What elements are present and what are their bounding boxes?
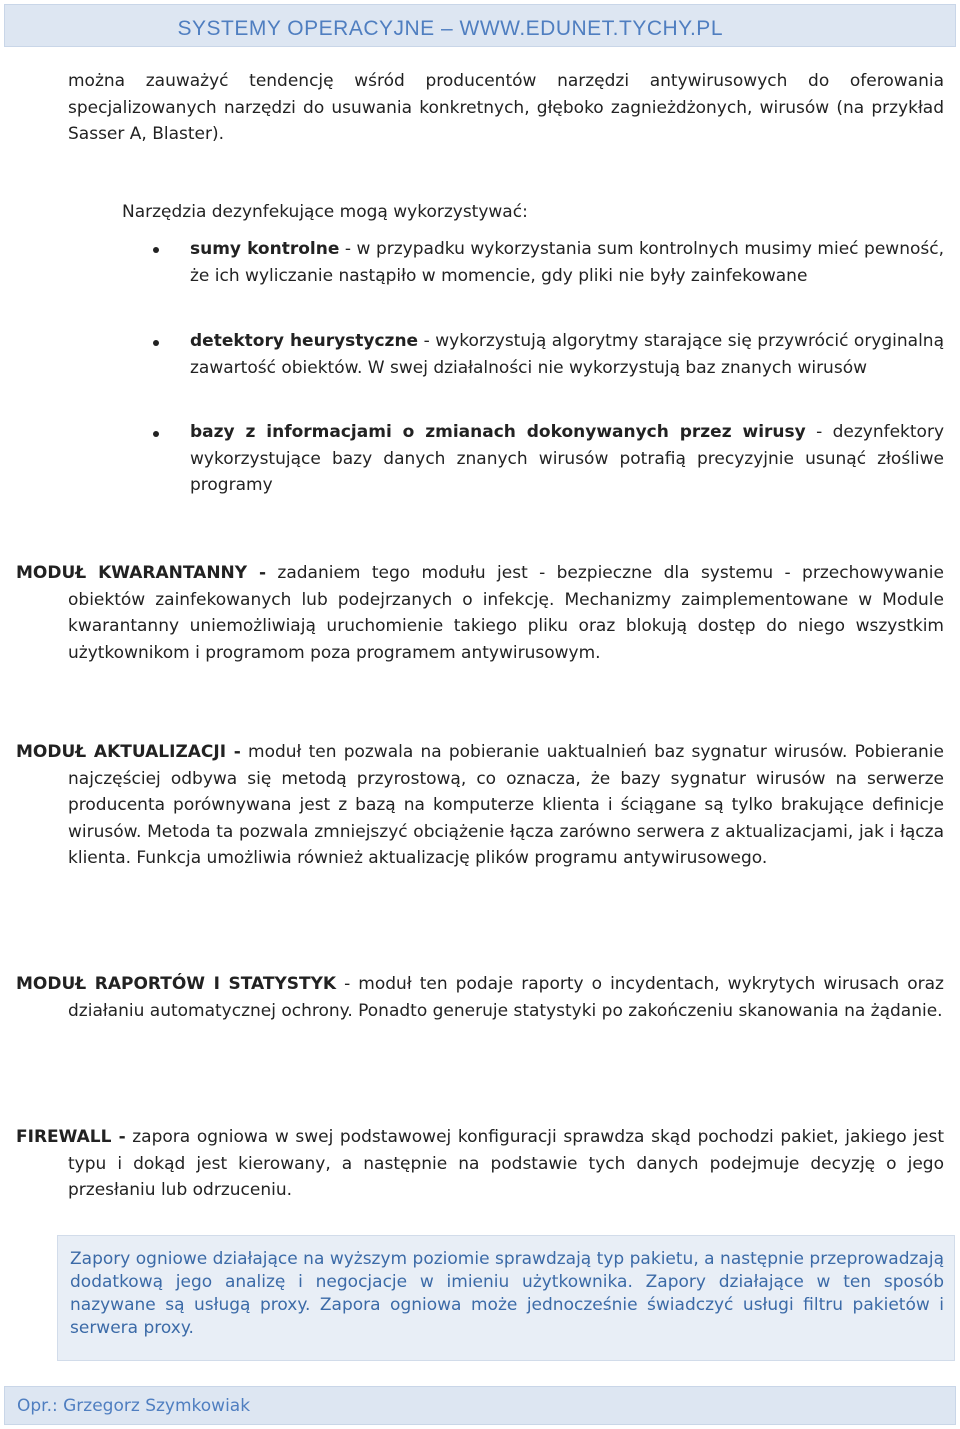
section-term: MODUŁ KWARANTANNY - (16, 563, 267, 583)
section-text: zadaniem tego modułu jest - bezpieczne dla systemu - przechowywanie obiektów zainfekowanych lub podejrzanych o infekcję. Mechanizmy zaimplementowane w Module kwarantanny uniemożliwiają uruchomienie takiego pliku oraz blokują dostęp do niego wszystkim użytkownikom i programom poza programem antywirusowym. (68, 563, 944, 663)
section-term: MODUŁ AKTUALIZACJI - (16, 742, 241, 762)
tools-lead: Narzędzia dezynfekujące mogą wykorzystywać: (122, 202, 528, 222)
header-title: SYSTEMY OPERACYJNE – WWW.EDUNET.TYCHY.PL (177, 17, 723, 40)
bullet-text: - wykorzystują algorytmy starające się przywrócić oryginalną zawartość obiektów. W swej działalności nie wykorzystują baz znanych wirusów (190, 331, 944, 378)
section-reports (16, 971, 944, 1024)
bullet-text: - dezynfektory wykorzystujące bazy danych znanych wirusów potrafią precyzyjnie usunąć złośliwe programy (190, 422, 945, 495)
bullet-change-databases (190, 419, 944, 499)
bullet-term: bazy z informacjami o zmianach dokonywanych przez wirusy (190, 422, 806, 442)
proxy-info-box (57, 1235, 955, 1361)
section-term: MODUŁ RAPORTÓW I STATYSTYK (16, 974, 337, 994)
bullet-dot (153, 247, 159, 253)
bullet-text: - w przypadku wykorzystania sum kontrolnych musimy mieć pewność, że ich wyliczanie nastąpiło w momencie, gdy pliki nie były zainfekowane (190, 239, 944, 286)
bullet-heuristic (190, 328, 944, 381)
bullet-term: detektory heurystyczne (190, 331, 419, 351)
bullet-term: sumy kontrolne (190, 239, 340, 259)
page-header (4, 4, 956, 47)
proxy-info-text: Zapory ogniowe działające na wyższym poziomie sprawdzają typ pakietu, a następnie przeprowadzają dodatkową jego analizę i negocjacje w imieniu użytkownika. Zapory działające w ten sposób nazywane są usługą proxy. Zapora ogniowa może jednocześnie świadczyć usługi filtru pakietów i serwera proxy. (70, 1249, 944, 1338)
section-text: - moduł ten podaje raporty o incydentach, wykrytych wirusach oraz działaniu automatycznej ochrony. Ponadto generuje statystyki po zakończeniu skanowania na żądanie. (68, 974, 944, 1021)
page-footer (4, 1386, 956, 1425)
section-update (16, 739, 944, 872)
section-term: FIREWALL - (16, 1127, 126, 1147)
bullet-dot (153, 340, 159, 346)
section-text: moduł ten pozwala na pobieranie uaktualnień baz sygnatur wirusów. Pobieranie najczęściej odbywa się metodą przyrostową, co oznacza, że bazy sygnatur wirusów na serwerze producenta porównywana jest z bazą na komputerze klienta i ściągane są tylko brakujące definicje wirusów. Metoda ta pozwala zmniejszyć obciążenie łącza zarówno serwera z aktualizacjami, jak i łącza klienta. Funkcja umożliwia również aktualizację plików programu antywirusowego. (68, 742, 944, 868)
bullet-dot (153, 431, 159, 437)
section-firewall (16, 1124, 944, 1204)
footer-author: Opr.: Grzegorz Szymkowiak (17, 1396, 251, 1416)
intro-paragraph: można zauważyć tendencję wśród producentów narzędzi antywirusowych do oferowania specjalizowanych narzędzi do usuwania konkretnych, głęboko zagnieżdżonych, wirusów (na przykład Sasser A, Blaster). (68, 71, 944, 144)
bullet-checksums (190, 236, 944, 289)
section-quarantine (16, 560, 944, 666)
section-text: zapora ogniowa w swej podstawowej konfiguracji sprawdza skąd pochodzi pakiet, jakiego jest typu i dokąd jest kierowany, a następnie na podstawie tych danych podejmuje decyzję o jego przesłaniu lub odrzuceniu. (68, 1127, 944, 1200)
